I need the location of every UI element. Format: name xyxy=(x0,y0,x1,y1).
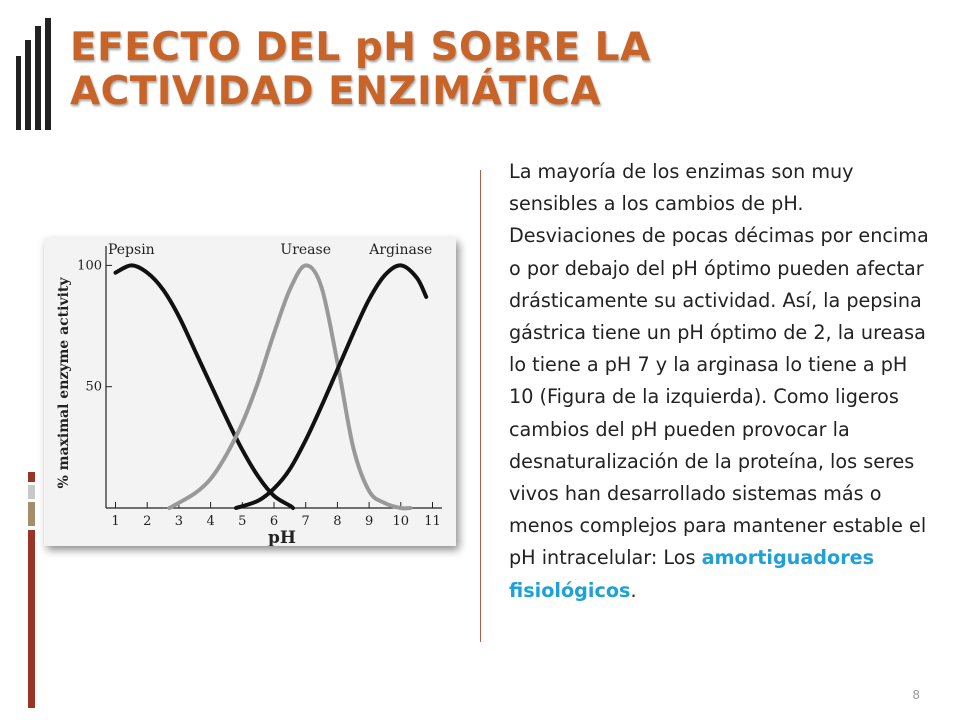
series-label-pepsin: Pepsin xyxy=(107,242,155,258)
highlight-term: amortiguadores fisiológicos xyxy=(509,546,875,602)
slide-number: 8 xyxy=(912,688,920,702)
slide-title: EFECTO DEL pH SOBRE LA ACTIVIDAD ENZIMÁTICA xyxy=(70,25,651,114)
body-end: . xyxy=(630,578,637,602)
x-tick-label-8: 8 xyxy=(333,514,342,529)
x-tick-label-2: 2 xyxy=(143,514,152,529)
ph-activity-figure xyxy=(44,238,456,546)
deco-bar-3 xyxy=(45,18,51,130)
deco-bar-2 xyxy=(35,26,41,130)
x-tick-label-5: 5 xyxy=(238,514,247,529)
x-tick-label-6: 6 xyxy=(269,514,279,529)
accent-bar-long xyxy=(28,530,35,708)
y-tick-label-50: 50 xyxy=(85,379,102,395)
deco-bar-thin xyxy=(16,56,21,130)
x-tick-label-1: 1 xyxy=(111,514,120,529)
body-text: La mayoría de los enzimas son muy sensibles a los cambios de pH. Desviaciones de pocas décimas por encima o por debajo del pH óptimo pueden afectar drásticamente su actividad. Así, la pepsina gástrica tiene un pH óptimo de 2, la ureasa lo tiene a pH 7 y la arginasa lo tiene a pH 10 (Figura de la izquierda). Como ligeros cambios del pH pueden provocar la desnaturalización de la proteína, los seres vivos han desarrollado sistemas más o menos complejos para mantener estable el pH intracelular: Los xyxy=(509,160,929,570)
accent-block-gray xyxy=(28,485,35,499)
title-decoration xyxy=(14,18,54,130)
x-tick-label-9: 9 xyxy=(364,514,374,529)
accent-block-tan xyxy=(28,502,35,526)
left-accent-bar xyxy=(24,472,38,708)
ph-activity-chart xyxy=(44,238,456,546)
y-axis-label: % maximal enzyme activity xyxy=(56,277,72,489)
y-tick-label-100: 100 xyxy=(77,258,102,274)
series-label-urease: Urease xyxy=(280,242,331,258)
accent-block-red xyxy=(28,472,35,482)
x-tick-label-7: 7 xyxy=(301,514,310,529)
x-tick-label-10: 10 xyxy=(392,514,410,529)
series-label-arginase: Arginase xyxy=(369,242,433,258)
body-paragraph xyxy=(509,156,929,607)
x-tick-label-3: 3 xyxy=(174,514,184,529)
x-tick-label-4: 4 xyxy=(206,514,215,529)
x-axis-label: pH xyxy=(268,528,296,546)
column-divider xyxy=(480,170,481,642)
deco-bar-1 xyxy=(25,40,31,130)
x-tick-label-11: 11 xyxy=(424,514,441,529)
